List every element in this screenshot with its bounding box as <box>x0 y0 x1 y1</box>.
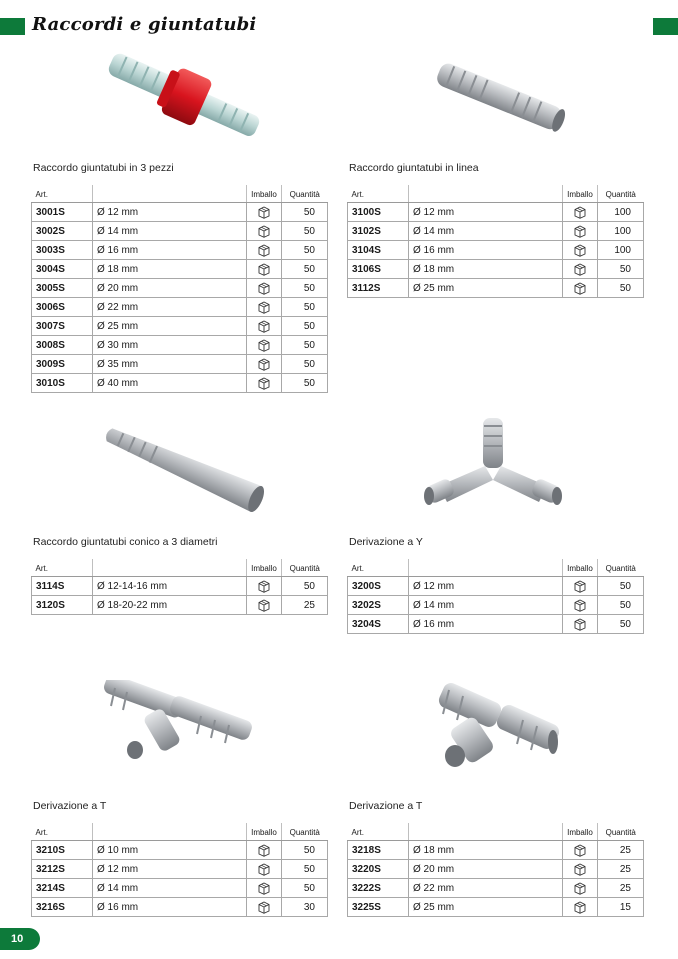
table-row <box>32 298 328 317</box>
product-title: Derivazione a Y <box>349 536 423 548</box>
diameter: Ø 14 mm <box>93 222 247 241</box>
col-art: Art. <box>348 559 409 577</box>
product-table <box>347 185 644 298</box>
diameter: Ø 16 mm <box>409 615 563 634</box>
table-row <box>348 860 644 879</box>
col-desc <box>93 185 247 203</box>
table-row <box>348 898 644 917</box>
product-image <box>347 416 644 536</box>
package-box-icon <box>247 879 282 898</box>
t-connector-small-icon <box>31 680 328 800</box>
diameter: Ø 12 mm <box>409 577 563 596</box>
package-box-icon <box>247 374 282 393</box>
package-box-icon <box>563 860 598 879</box>
package-box-icon <box>563 596 598 615</box>
quantity: 25 <box>598 860 644 879</box>
article-code: 3225S <box>348 898 409 917</box>
col-art: Art. <box>32 185 93 203</box>
quantity: 50 <box>598 260 644 279</box>
quantity: 100 <box>598 241 644 260</box>
diameter: Ø 35 mm <box>93 355 247 374</box>
quantity: 50 <box>598 596 644 615</box>
diameter: Ø 14 mm <box>409 222 563 241</box>
article-code: 3120S <box>32 596 93 615</box>
table-row <box>348 279 644 298</box>
package-box-icon <box>247 577 282 596</box>
col-desc <box>93 823 247 841</box>
quantity: 50 <box>282 355 328 374</box>
product-title: Derivazione a T <box>349 800 423 812</box>
diameter: Ø 14 mm <box>93 879 247 898</box>
col-quantita: Quantità <box>598 185 644 203</box>
package-box-icon <box>563 577 598 596</box>
diameter: Ø 20 mm <box>409 860 563 879</box>
product-title: Raccordo giuntatubi in linea <box>349 162 479 174</box>
package-box-icon <box>563 260 598 279</box>
product-image <box>31 42 328 162</box>
package-box-icon <box>563 203 598 222</box>
product-block <box>31 416 328 615</box>
quantity: 50 <box>282 279 328 298</box>
diameter: Ø 25 mm <box>409 279 563 298</box>
article-code: 3220S <box>348 860 409 879</box>
table-row <box>348 596 644 615</box>
package-box-icon <box>247 898 282 917</box>
diameter: Ø 18 mm <box>409 260 563 279</box>
straight-hose-joiner-icon <box>347 42 644 162</box>
package-box-icon <box>247 841 282 860</box>
article-code: 3210S <box>32 841 93 860</box>
table-row <box>32 222 328 241</box>
quantity: 50 <box>282 860 328 879</box>
product-title: Derivazione a T <box>33 800 107 812</box>
article-code: 3003S <box>32 241 93 260</box>
quantity: 25 <box>598 841 644 860</box>
article-code: 3222S <box>348 879 409 898</box>
col-art: Art. <box>32 559 93 577</box>
quantity: 50 <box>282 298 328 317</box>
product-image <box>31 416 328 536</box>
article-code: 3106S <box>348 260 409 279</box>
table-row <box>348 577 644 596</box>
col-imballo: Imballo <box>247 823 282 841</box>
article-code: 3204S <box>348 615 409 634</box>
diameter: Ø 18 mm <box>93 260 247 279</box>
col-quantita: Quantità <box>598 559 644 577</box>
col-quantita: Quantità <box>282 185 328 203</box>
table-row <box>348 260 644 279</box>
article-code: 3112S <box>348 279 409 298</box>
diameter: Ø 16 mm <box>93 241 247 260</box>
package-box-icon <box>563 222 598 241</box>
col-desc <box>409 823 563 841</box>
col-imballo: Imballo <box>563 559 598 577</box>
quantity: 50 <box>598 615 644 634</box>
quantity: 50 <box>282 879 328 898</box>
table-row <box>32 317 328 336</box>
col-quantita: Quantità <box>598 823 644 841</box>
table-row <box>32 355 328 374</box>
package-box-icon <box>247 260 282 279</box>
diameter: Ø 40 mm <box>93 374 247 393</box>
quantity: 50 <box>282 260 328 279</box>
table-row <box>32 279 328 298</box>
product-image <box>347 42 644 162</box>
quantity: 50 <box>282 374 328 393</box>
table-row <box>32 577 328 596</box>
diameter: Ø 18-20-22 mm <box>93 596 247 615</box>
product-block <box>347 416 644 634</box>
quantity: 50 <box>598 279 644 298</box>
package-box-icon <box>247 241 282 260</box>
diameter: Ø 22 mm <box>409 879 563 898</box>
package-box-icon <box>563 841 598 860</box>
table-row <box>32 841 328 860</box>
quantity: 50 <box>282 841 328 860</box>
col-desc <box>93 559 247 577</box>
page-number: 10 <box>0 928 40 950</box>
article-code: 3001S <box>32 203 93 222</box>
table-row <box>32 596 328 615</box>
header-accent-right <box>653 18 678 35</box>
table-row <box>348 203 644 222</box>
article-code: 3200S <box>348 577 409 596</box>
product-block <box>347 42 644 298</box>
article-code: 3007S <box>32 317 93 336</box>
product-block <box>31 42 328 393</box>
article-code: 3216S <box>32 898 93 917</box>
quantity: 50 <box>282 577 328 596</box>
product-table <box>31 185 328 393</box>
package-box-icon <box>247 279 282 298</box>
col-quantita: Quantità <box>282 823 328 841</box>
conical-hose-joiner-icon <box>31 416 328 536</box>
article-code: 3202S <box>348 596 409 615</box>
quantity: 25 <box>282 596 328 615</box>
quantity: 50 <box>598 577 644 596</box>
quantity: 25 <box>598 879 644 898</box>
package-box-icon <box>247 596 282 615</box>
product-title: Raccordo giuntatubi in 3 pezzi <box>33 162 174 174</box>
table-row <box>32 336 328 355</box>
article-code: 3010S <box>32 374 93 393</box>
article-code: 3009S <box>32 355 93 374</box>
diameter: Ø 30 mm <box>93 336 247 355</box>
col-art: Art. <box>32 823 93 841</box>
article-code: 3008S <box>32 336 93 355</box>
quantity: 30 <box>282 898 328 917</box>
table-row <box>348 841 644 860</box>
col-art: Art. <box>348 185 409 203</box>
header-accent-left <box>0 18 25 35</box>
product-block <box>347 680 644 917</box>
product-image <box>347 680 644 800</box>
table-row <box>32 241 328 260</box>
quantity: 50 <box>282 241 328 260</box>
product-table <box>31 823 328 917</box>
diameter: Ø 12-14-16 mm <box>93 577 247 596</box>
package-box-icon <box>247 355 282 374</box>
diameter: Ø 16 mm <box>93 898 247 917</box>
col-imballo: Imballo <box>563 823 598 841</box>
page-title: Raccordi e giuntatubi <box>32 14 257 35</box>
product-table <box>31 559 328 615</box>
package-box-icon <box>563 279 598 298</box>
article-code: 3004S <box>32 260 93 279</box>
quantity: 50 <box>282 336 328 355</box>
table-row <box>32 203 328 222</box>
diameter: Ø 22 mm <box>93 298 247 317</box>
article-code: 3006S <box>32 298 93 317</box>
diameter: Ø 14 mm <box>409 596 563 615</box>
article-code: 3114S <box>32 577 93 596</box>
table-row <box>32 374 328 393</box>
quantity: 100 <box>598 222 644 241</box>
package-box-icon <box>247 336 282 355</box>
y-connector-icon <box>347 416 644 536</box>
col-quantita: Quantità <box>282 559 328 577</box>
col-desc <box>409 185 563 203</box>
product-image <box>31 680 328 800</box>
table-row <box>32 879 328 898</box>
diameter: Ø 10 mm <box>93 841 247 860</box>
diameter: Ø 18 mm <box>409 841 563 860</box>
package-box-icon <box>247 860 282 879</box>
diameter: Ø 12 mm <box>93 860 247 879</box>
package-box-icon <box>247 298 282 317</box>
article-code: 3214S <box>32 879 93 898</box>
article-code: 3100S <box>348 203 409 222</box>
table-row <box>32 260 328 279</box>
quantity: 50 <box>282 317 328 336</box>
product-table <box>347 559 644 634</box>
package-box-icon <box>563 241 598 260</box>
article-code: 3104S <box>348 241 409 260</box>
table-row <box>32 898 328 917</box>
diameter: Ø 25 mm <box>93 317 247 336</box>
col-desc <box>409 559 563 577</box>
col-imballo: Imballo <box>247 559 282 577</box>
article-code: 3102S <box>348 222 409 241</box>
col-imballo: Imballo <box>247 185 282 203</box>
table-row <box>348 615 644 634</box>
table-row <box>32 860 328 879</box>
package-box-icon <box>563 615 598 634</box>
quantity: 15 <box>598 898 644 917</box>
article-code: 3002S <box>32 222 93 241</box>
package-box-icon <box>247 317 282 336</box>
quantity: 50 <box>282 222 328 241</box>
three-piece-hose-joiner-icon <box>31 42 328 162</box>
product-block <box>31 680 328 917</box>
package-box-icon <box>563 898 598 917</box>
article-code: 3005S <box>32 279 93 298</box>
diameter: Ø 16 mm <box>409 241 563 260</box>
product-table <box>347 823 644 917</box>
package-box-icon <box>563 879 598 898</box>
diameter: Ø 12 mm <box>409 203 563 222</box>
product-title: Raccordo giuntatubi conico a 3 diametri <box>33 536 218 548</box>
diameter: Ø 12 mm <box>93 203 247 222</box>
quantity: 50 <box>282 203 328 222</box>
package-box-icon <box>247 203 282 222</box>
article-code: 3218S <box>348 841 409 860</box>
diameter: Ø 20 mm <box>93 279 247 298</box>
t-connector-large-icon <box>347 680 644 800</box>
table-row <box>348 222 644 241</box>
quantity: 100 <box>598 203 644 222</box>
table-row <box>348 241 644 260</box>
table-row <box>348 879 644 898</box>
col-art: Art. <box>348 823 409 841</box>
package-box-icon <box>247 222 282 241</box>
diameter: Ø 25 mm <box>409 898 563 917</box>
col-imballo: Imballo <box>563 185 598 203</box>
article-code: 3212S <box>32 860 93 879</box>
